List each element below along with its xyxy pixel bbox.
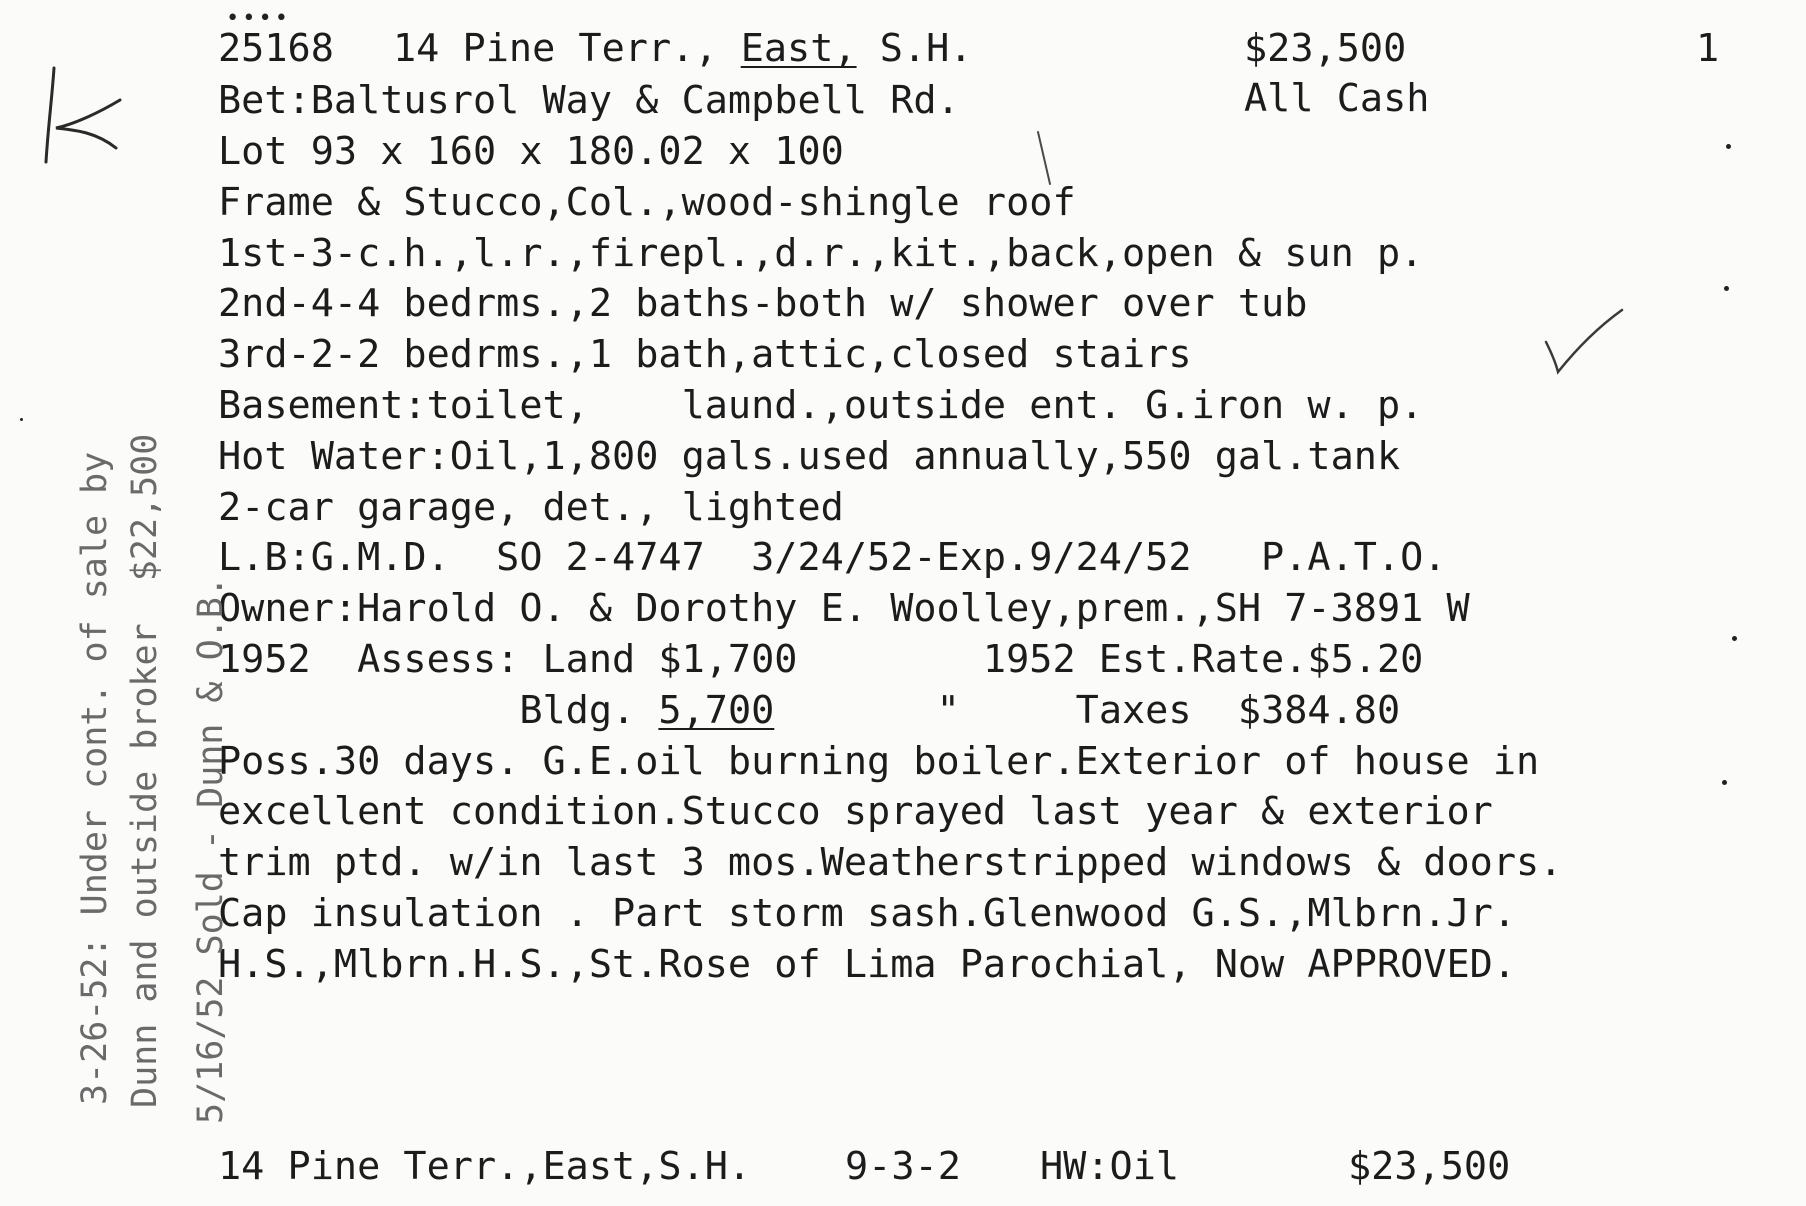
speck bbox=[1722, 780, 1727, 785]
footer-rooms: 9-3-2 bbox=[845, 1144, 961, 1189]
speck bbox=[1724, 286, 1729, 291]
bldg-label: Bldg. bbox=[218, 688, 659, 733]
remarks-line-1: Poss.30 days. G.E.oil burning boiler.Exterior of house in bbox=[218, 739, 1540, 784]
remarks-line-4: Cap insulation . Part storm sash.Glenwood G.S.,Mlbrn.Jr. bbox=[218, 891, 1517, 936]
remarks-line-5: H.S.,Mlbrn.H.S.,St.Rose of Lima Parochial, Now APPROVED. bbox=[218, 942, 1517, 987]
remarks-line-3: trim ptd. w/in last 3 mos.Weatherstripped windows & doors. bbox=[218, 840, 1563, 885]
address-part-b: S.H. bbox=[856, 26, 973, 71]
address-east: East, bbox=[740, 26, 857, 71]
margin-note-contract: 3-26-52: Under cont. of sale by bbox=[75, 451, 115, 1105]
between-line: Bet:Baltusrol Way & Campbell Rd. bbox=[218, 78, 960, 123]
hot-water-line: Hot Water:Oil,1,800 gals.used annually,550 gal.tank bbox=[218, 434, 1401, 479]
assessment-line-1: 1952 Assess: Land $1,700 1952 Est.Rate.$5.20 bbox=[218, 637, 1424, 682]
first-floor-line: 1st-3-c.h.,l.r.,firepl.,d.r.,kit.,back,open & sun p. bbox=[218, 231, 1424, 276]
garage-line: 2-car garage, det., lighted bbox=[218, 485, 844, 530]
pencil-tick bbox=[1034, 128, 1064, 188]
assessment-line-2 bbox=[218, 688, 1401, 733]
taxes: " Taxes $384.80 bbox=[774, 688, 1401, 733]
margin-note-broker: Dunn and outside broker $22,500 bbox=[125, 433, 165, 1108]
owner-line: Owner:Harold O. & Dorothy E. Woolley,prem.,SH 7-3891 W bbox=[218, 586, 1470, 631]
speck bbox=[1732, 636, 1737, 641]
footer-address: 14 Pine Terr.,East,S.H. bbox=[218, 1144, 752, 1189]
sale-terms: All Cash bbox=[1244, 76, 1430, 121]
second-floor-line: 2nd-4-4 bedrms.,2 baths-both w/ shower over tub bbox=[218, 281, 1308, 326]
handwritten-check-mark bbox=[1538, 300, 1628, 380]
listing-number: 25168 bbox=[218, 26, 334, 71]
punch-dots: •••• bbox=[226, 6, 291, 31]
lot-line: Lot 93 x 160 x 180.02 x 100 bbox=[218, 129, 844, 174]
card-number: 1 bbox=[1696, 26, 1720, 71]
speck bbox=[20, 418, 23, 421]
basement-line: Basement:toilet, laund.,outside ent. G.iron w. p. bbox=[218, 383, 1424, 428]
address-part-a: 14 Pine Terr., bbox=[393, 26, 741, 71]
footer-heat: HW:Oil bbox=[1040, 1144, 1180, 1189]
margin-note-sold: 5/16/52 Sold - Dunn & O.B. bbox=[191, 576, 231, 1124]
remarks-line-2: excellent condition.Stucco sprayed last year & exterior bbox=[218, 789, 1493, 834]
listing-price: $23,500 bbox=[1244, 26, 1407, 71]
footer-price: $23,500 bbox=[1348, 1144, 1511, 1189]
listing-address bbox=[393, 26, 973, 71]
construction-line: Frame & Stucco,Col.,wood-shingle roof bbox=[218, 180, 1076, 225]
speck bbox=[1726, 144, 1731, 149]
listing-broker-line: L.B:G.M.D. SO 2-4747 3/24/52-Exp.9/24/52 P.A.T.O. bbox=[218, 535, 1447, 580]
third-floor-line: 3rd-2-2 bedrms.,1 bath,attic,closed stairs bbox=[218, 332, 1192, 377]
bldg-value: 5,700 bbox=[658, 688, 775, 733]
handwritten-k-mark bbox=[20, 58, 130, 168]
